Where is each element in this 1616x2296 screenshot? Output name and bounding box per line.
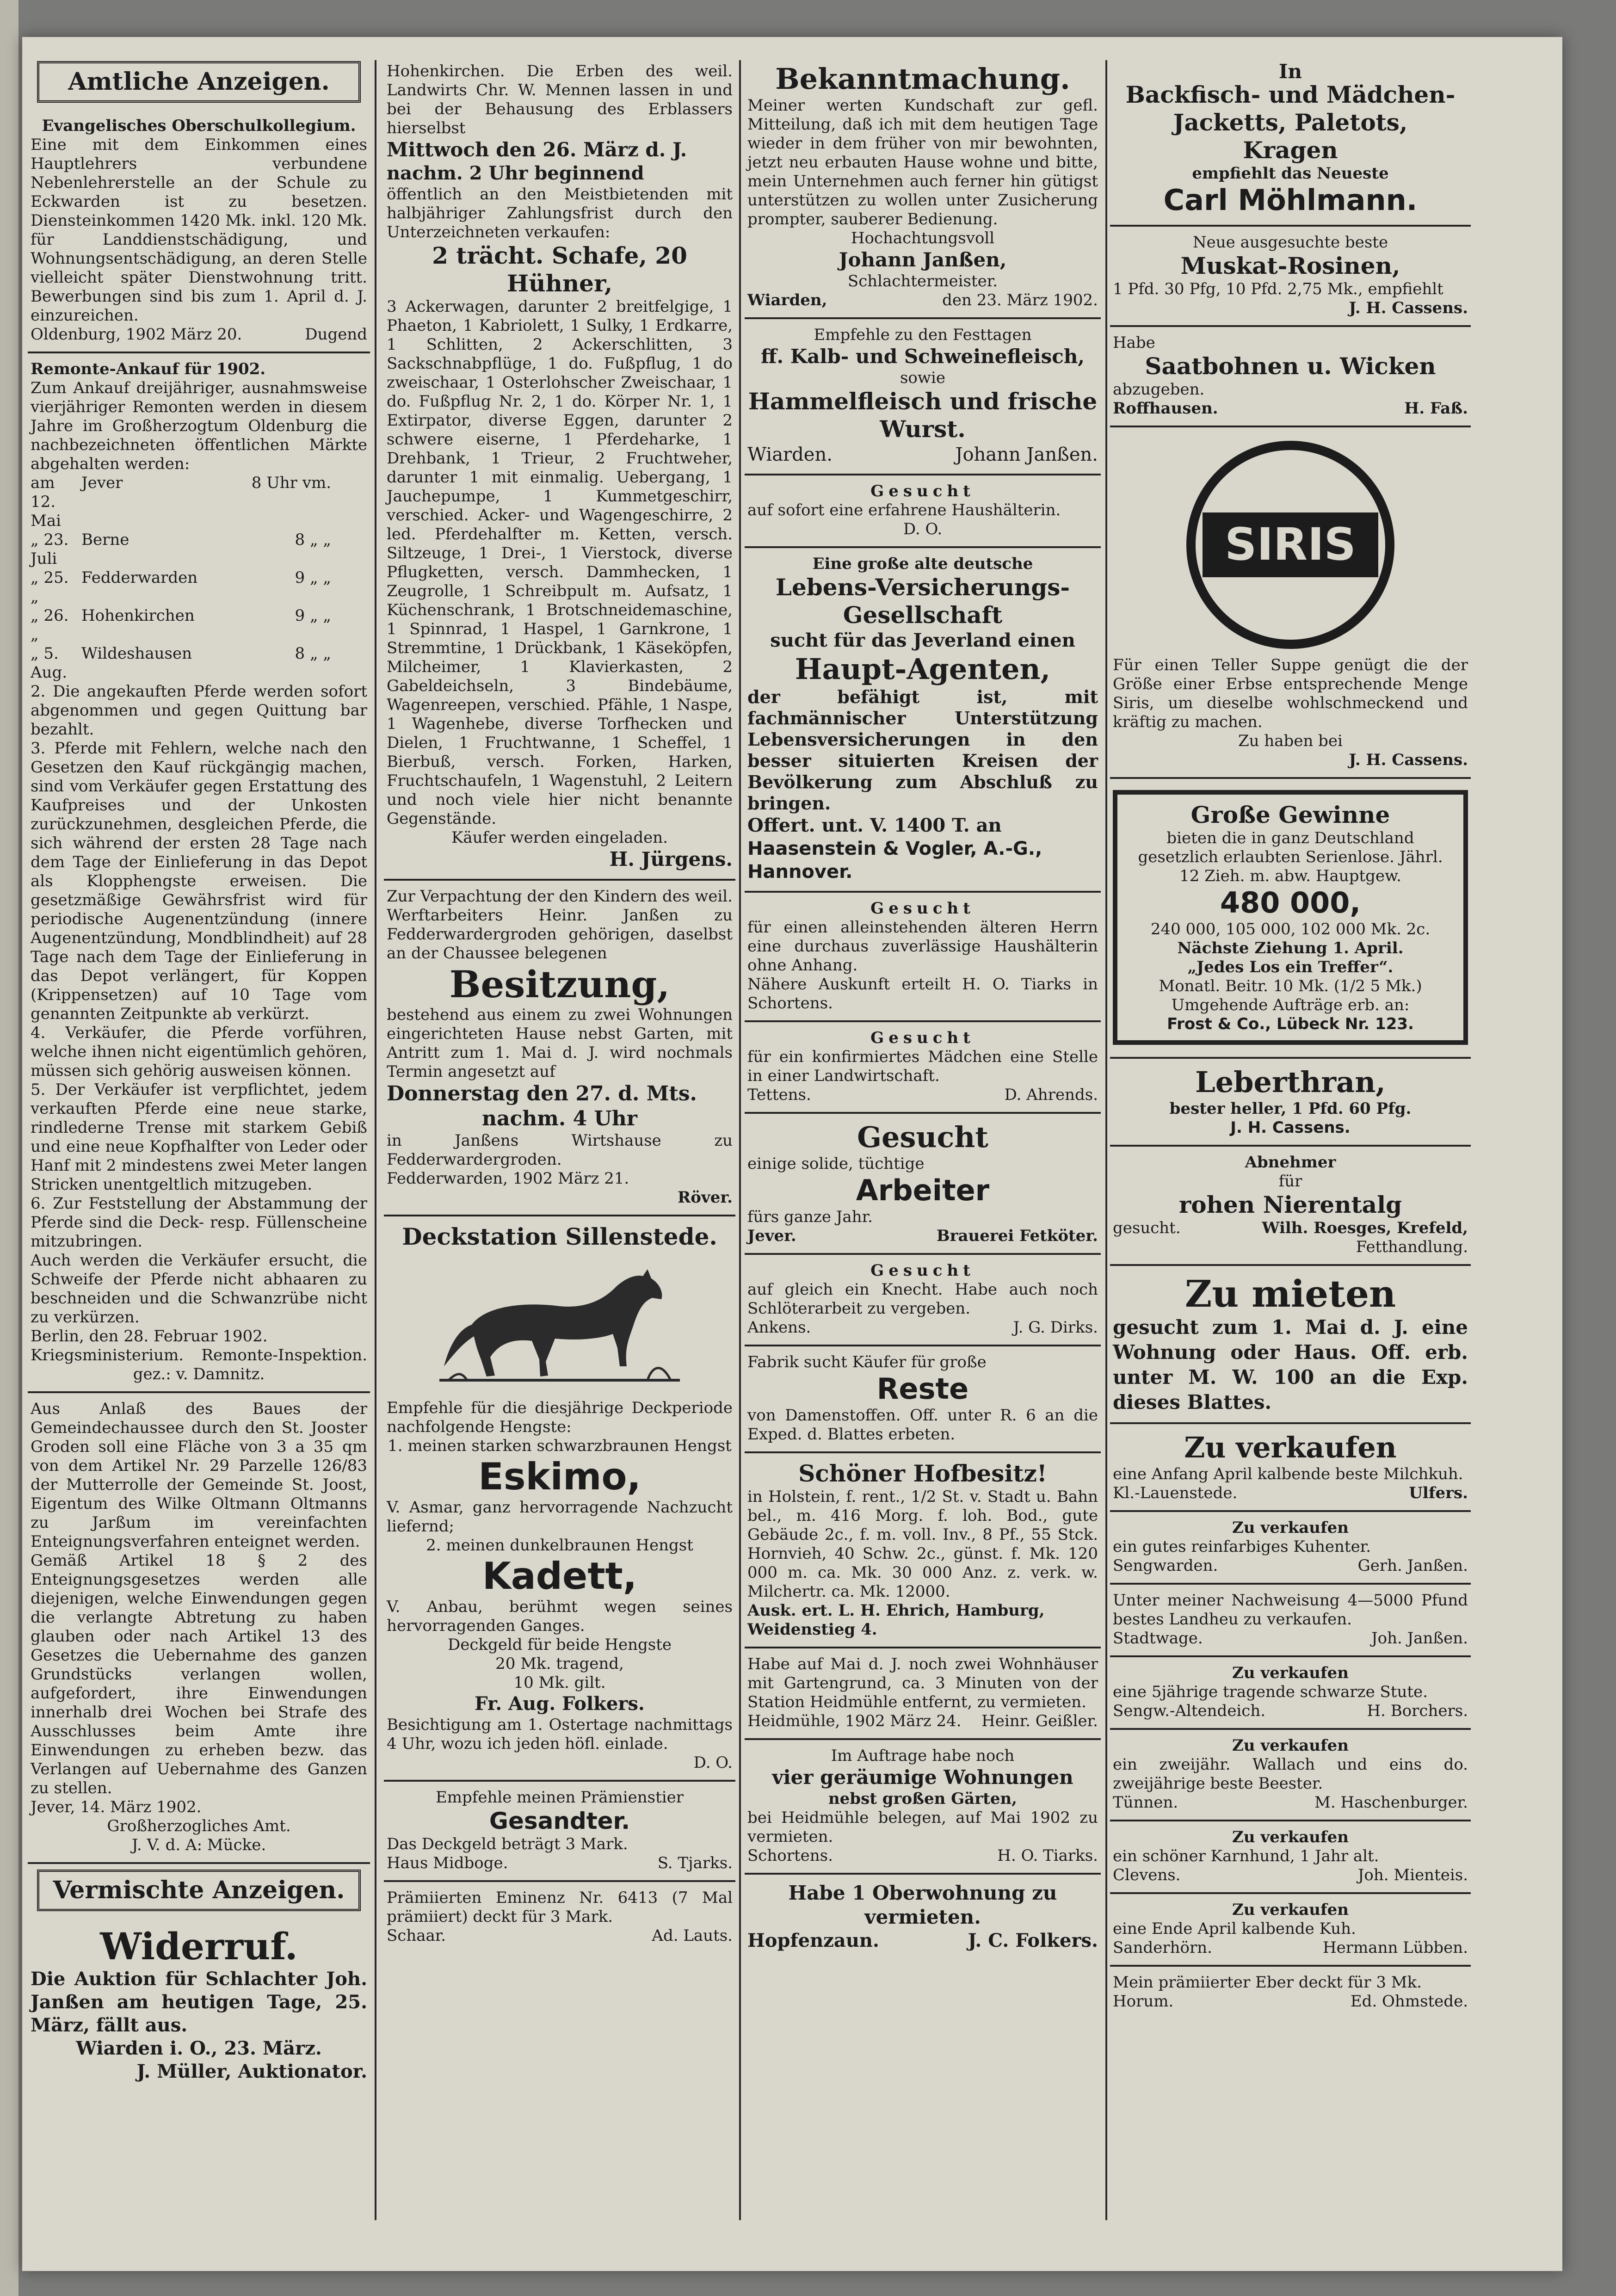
ad-title: Gesucht [870, 899, 975, 918]
ad-widerruf [28, 1919, 370, 2091]
ad-saatbohnen [1110, 327, 1471, 427]
section-header-official: Amtliche Anzeigen. [37, 61, 361, 103]
ad-sig-left: Oldenburg, 1902 März 20. [31, 325, 242, 344]
ad-sig-right: Joh. Janßen. [1371, 1629, 1468, 1648]
table-row [31, 568, 367, 606]
ad-gesucht-maedchen [745, 1022, 1101, 1114]
ad-list: 3 Ackerwagen, darunter 2 breitfelgige, 1 Phaeton, 1 Kabriolett, 1 Sulky, 1 Erdkarre, 1 Schlitten, 2 Ackerschlitten, 3 Sackschnabpflüge, 1 do. Fußpflug, 1 do zweischaar, 1 Osterlohscher Zweischaar, 1 do. Fußpflug Nr. 2, 1 do. Körper Nr. 1, 1 Extirpator, diverse Eggen, darunter 2 schwere eiserne, 1 Pferdeharke, 1 Drehbank, 1 Trieur, 2 Fruchtweher, darunter 1 mit einmalig. Uebergang, 1 Jauchepumpe, 1 Kummetgeschirr, verschied. Acker- und Wagengeschirre, 2 led. Pferdehalfter m. Ketten, versch. Siltzeuge, 1 Drei-, 1 Vierstock, diverse Pflugketten, versch. Dammhecken, 1 Zeugrolle, 1 Schreibpult m. Aufsatz, 1 Küchenschrank, 1 Brotschneidemaschine, 1 Spinnrad, 1 Haspel, 1 Garnkrone, 1 Stremmtine, 1 Drückbank, 1 Käseköpfen, Milcheimer, 1 Klavierkasten, 2 Gabeldeichseln, 3 Bindebäume, Wagenreepen, verschied. Pfähle, 1 Naspe, 1 Wagenhebe, diverse Torfhecken und Dielen, 1 Fruchtwanne, 1 Scheffel, 1 Bierbuß, versch. Forken, Harken, Fruchtschaufeln, 1 Wagenstuhl, 2 Leitern und noch viele hier nicht benannte Gegenstände. [387, 297, 733, 828]
ad-title: Zu verkaufen [1184, 1431, 1397, 1464]
ad-verkauf-milchkuh [1110, 1424, 1471, 1512]
ad-sig: Fedderwarden, 1902 März 21. [387, 1169, 629, 1188]
ad-line: Eine große alte deutsche [812, 555, 1033, 573]
ad-verkauf-karnhund [1110, 1821, 1471, 1894]
ad-headline: Jacketts, Paletots, [1173, 109, 1408, 136]
ad-body: Habe auf Mai d. J. noch zwei Wohnhäuser mit Gartengrund, ca. 3 Minuten von der Station Heidmühle entfernt, zu vermieten. [747, 1655, 1098, 1711]
ad-sig-right: H. Faß. [1404, 399, 1468, 418]
ad-title: Zu verkaufen [1232, 1736, 1349, 1755]
ad-landheu [1110, 1585, 1471, 1657]
cell: Hohenkirchen [81, 606, 195, 625]
ad-title: Zu verkaufen [1232, 1518, 1349, 1537]
ad-sig-left: gesucht. [1113, 1219, 1181, 1237]
ad-line: Empfehle meinen Prämienstier [435, 1788, 684, 1807]
ad-body: Hohenkirchen. Die Erben des weil. Landwirts Chr. W. Mennen lassen in und bei der Behausung des Erblassers hierselbst [387, 62, 733, 137]
ad-sig: J. H. Cassens. [1230, 1118, 1351, 1137]
cell: „ 5. Aug. [31, 644, 68, 682]
horse-name-eskimo: Eskimo, [478, 1455, 641, 1498]
ad-leberthran [1110, 1059, 1471, 1147]
table-row [31, 531, 367, 568]
ad-title: Widerruf. [100, 1925, 298, 1968]
ad-sig-right: Joh. Mienteis. [1357, 1866, 1468, 1884]
ad-sig-left: Kl.-Lauenstede. [1113, 1484, 1238, 1502]
ad-siris [1110, 427, 1471, 779]
ad-line: Ausk. ert. L. H. Ehrich, Hamburg, [747, 1601, 1045, 1620]
ad-body: öffentlich an den Meistbietenden mit halbjähriger Zahlungsfrist durch den Unterzeichneten verkaufen: [387, 185, 733, 241]
ad-body: Unter meiner Nachweisung 4—5000 Pfund bestes Landheu zu verkaufen. [1113, 1591, 1468, 1629]
ad-sig: H. Jürgens. [609, 848, 733, 870]
market-table [31, 474, 367, 682]
ad-body: Empfehle für die diesjährige Deckperiode nachfolgende Hengste: [387, 1399, 733, 1436]
ad-line: Zu haben bei [1238, 732, 1343, 750]
horse-name-kadett: Kadett, [482, 1555, 637, 1598]
ad-date: Donnerstag den 27. d. Mts. [387, 1082, 697, 1105]
cell: 8 „ „ [295, 531, 331, 549]
siris-logo-text: SIRIS [1225, 518, 1356, 570]
ad-line: 10 Mk. gilt. [513, 1673, 606, 1692]
ad-sig-left: Schaar. [387, 1926, 446, 1945]
ad-sig-left: Wiarden. [747, 444, 833, 465]
ad-title: Bekanntmachung. [775, 62, 1070, 96]
ad-paragraph: Auch werden die Verkäufer ersucht, die Schweife der Pferde nicht abhaaren zu beschneiden und die Schwanzrübe nicht zu verkürzen. [31, 1251, 367, 1327]
ad-line: Wiarden i. O., 23. März. [76, 2037, 322, 2059]
ad-line: Habe [1113, 333, 1155, 352]
ad-body: auf gleich ein Knecht. Habe auch noch Schlöterarbeit zu vergeben. [747, 1280, 1098, 1318]
ad-line: einige solide, tüchtige [747, 1154, 925, 1173]
ad-sig: Berlin, den 28. Februar 1902. [31, 1327, 268, 1346]
ad-line: Umgehende Aufträge erb. an: [1171, 996, 1410, 1014]
ad-eber [1110, 1967, 1471, 2018]
ad-sig-left: Kriegsministerium. [31, 1346, 184, 1364]
ad-body: bei Heidmühle belegen, auf Mai 1902 zu vermieten. [747, 1808, 1098, 1846]
cell: Wildeshausen [81, 644, 192, 663]
cell: 9 „ „ [295, 606, 331, 625]
ad-oberschulkollegium [28, 110, 370, 353]
ad-sig-right: Ed. Ohmstede. [1350, 1992, 1468, 2011]
ad-time: nachm. 4 Uhr [482, 1107, 637, 1130]
ad-headline: Haupt-Agenten, [795, 652, 1051, 686]
ad-sig: Jever, 14. März 1902. [31, 1798, 202, 1816]
column-3 [745, 56, 1101, 2220]
ad-bekanntmachung [745, 56, 1101, 319]
ad-sig: J. V. d. A: Mücke. [131, 1836, 266, 1854]
ad-body: Zur Verpachtung der den Kindern des weil. Werftarbeiters Heinr. Janßen zu Fedderwardergroden gehörigen, daselbst an der Chaussee belegenen [387, 887, 733, 963]
ad-headline: ff. Kalb- und Schweinefleisch, [761, 345, 1085, 368]
ad-date: Mittwoch den 26. März d. J. [387, 138, 687, 161]
ad-sig-right: M. Haschenburger. [1314, 1793, 1468, 1812]
ad-time: nachm. 2 Uhr beginnend [387, 162, 644, 184]
ad-eminenz [384, 1882, 735, 1953]
ad-paragraph: 2. Die angekauften Pferde werden sofort abgenommen und gegen Quittung bar bezahlt. [31, 682, 367, 739]
ad-sig-right: den 23. März 1902. [942, 291, 1098, 309]
ad-body: ein gutes reinfarbiges Kuhenter. [1113, 1537, 1371, 1556]
ad-sig-left: Heidmühle, 1902 März 24. [747, 1712, 962, 1730]
ad-headline: Arbeiter [856, 1173, 990, 1207]
ad-sig: Fetthandlung. [1356, 1238, 1468, 1256]
ad-body: Mein prämiierter Eber deckt für 3 Mk. [1113, 1973, 1422, 1992]
ad-body: Das Deckgeld beträgt 3 Mark. [387, 1835, 628, 1853]
ad-line: nebst großen Gärten, [828, 1790, 1018, 1808]
ad-line: 2. meinen dunkelbraunen Hengst [426, 1536, 693, 1555]
ad-arbeiter [745, 1114, 1101, 1255]
ad-sig-left: Sengw.-Altendeich. [1113, 1702, 1266, 1720]
ad-sig-right: H. Borchers. [1367, 1702, 1468, 1720]
ad-gesucht-haushaelterin [745, 475, 1101, 548]
ad-sig-right: Brauerei Fetköter. [936, 1227, 1098, 1245]
ad-rosinen [1110, 227, 1471, 327]
column-4 [1110, 56, 1471, 2220]
cell: Berne [81, 531, 130, 549]
ad-sig-left: Sanderhörn. [1113, 1938, 1212, 1957]
ad-title: Gesucht [870, 482, 975, 500]
ad-line: bester heller, 1 Pfd. 60 Pfg. [1169, 1099, 1412, 1118]
ad-sig-right: Gerh. Janßen. [1357, 1556, 1468, 1575]
ad-sig-right: Heinr. Geißler. [981, 1712, 1098, 1730]
ad-sig-right: H. O. Tiarks. [997, 1846, 1098, 1865]
ad-paragraph: 5. Der Verkäufer ist verpflichtet, jedem verkauften Pferde eine neue starke, rindlederne Trense mit starkem Gebiß und eine neue Kopfhalfter von Leder oder Hanf mit 2 mindestens zwei Meter langen Stricken unentgeltlich mitzugeben. [31, 1080, 367, 1194]
siris-emblem-icon [1184, 438, 1397, 651]
ad-title: Gesucht [870, 1261, 975, 1280]
ad-reste [745, 1346, 1101, 1453]
ad-body: V. Asmar, ganz hervorragende Nachzucht liefernd; [387, 1498, 733, 1536]
cell: 8 „ „ [295, 644, 331, 663]
ad-body: Die Auktion für Schlachter Joh. Janßen am heutigen Tage, 25. März, fällt aus. [31, 1968, 367, 2036]
table-row [31, 606, 367, 644]
ad-line: Monatl. Beitr. 10 Mk. (1/2 5 Mk.) [1159, 977, 1422, 995]
ad-verkauf-kuhenter [1110, 1512, 1471, 1585]
ad-line: 20 Mk. tragend, [495, 1654, 624, 1673]
ad-line: Schlachtermeister. [847, 272, 998, 290]
ad-sig-left: Jever. [747, 1227, 796, 1245]
ad-line: Käufer werden eingeladen. [451, 828, 668, 847]
ad-paragraph: 6. Zur Feststellung der Abstammung der Pferde sind die Deck- resp. Füllenscheine mitzubringen. [31, 1194, 367, 1251]
ad-verkauf-stute [1110, 1657, 1471, 1730]
ad-line: Im Auftrage habe noch [831, 1747, 1015, 1765]
ad-headline: Reste [876, 1372, 969, 1406]
ad-body: bestehend aus einem zu zwei Wohnungen eingerichteten Hause nebst Garten, mit Antritt zum 1. Mai d. J. wird nochmals Termin angesetzt auf [387, 1006, 733, 1081]
ad-body: ein schöner Karnhund, 1 Jahr alt. [1113, 1847, 1379, 1865]
ad-wohnhaeuser [745, 1648, 1101, 1740]
cell: „ 26. „ [31, 606, 69, 644]
ad-sig: D. O. [693, 1753, 733, 1772]
ad-sig: D. O. [903, 520, 943, 538]
ad-body: Nähere Auskunft erteilt H. O. Tiarks in Schortens. [747, 975, 1098, 1012]
ad-title: Deckstation Sillenstede. [402, 1223, 717, 1250]
ad-hofbesitz [745, 1453, 1101, 1648]
ad-moehlmann [1110, 56, 1471, 227]
ad-line: für [1278, 1172, 1302, 1191]
ad-body: V. Anbau, berühmt wegen seines hervorragenden Ganges. [387, 1598, 733, 1635]
ad-sig-right: Remonte-Inspektion. [201, 1346, 367, 1364]
ad-title: Zu verkaufen [1232, 1901, 1349, 1919]
ad-sig-right: D. Ahrends. [1004, 1086, 1098, 1104]
ad-line: Offert. unt. V. 1400 T. an [747, 815, 1002, 836]
ad-paragraph: 4. Verkäufer, die Pferde vorführen, welche ihnen nicht eigentümlich gehören, müssen sich gehörig ausweisen können. [31, 1024, 367, 1080]
ad-line: 240 000, 105 000, 102 000 Mk. 2c. [1150, 920, 1431, 938]
ad-body: gesucht zum 1. Mai d. J. eine Wohnung oder Haus. Off. erb. unter M. W. 100 an die Exp. dieses Blattes. [1113, 1316, 1468, 1413]
column-rule [739, 60, 741, 2220]
ad-title: Remonte-Ankauf für 1902. [31, 360, 266, 378]
ad-body: Meiner werten Kundschaft zur gefl. Mitteilung, daß ich mit dem heutigen Tage wieder in dem früher von mir bewohnten, jetzt neu erbauten Hause wohne und bitte, mein Unternehmen auch ferner hin gütigst unterstützen zu wollen unter Zusicherung prompter, sauberer Bedienung. [747, 96, 1098, 228]
ad-body: auf sofort eine erfahrene Haushälterin. [747, 501, 1061, 519]
ad-sig: Großherzogliches Amt. [107, 1817, 291, 1835]
ad-title: Zu verkaufen [1232, 1828, 1349, 1846]
ad-sig: Röver. [678, 1188, 733, 1207]
ad-body: Eine mit dem Einkommen eines Hauptlehrers verbundene Nebenlehrerstelle an der Schule zu Eckwarden ist zu besetzen. Diensteinkommen 1420 Mk. inkl. 120 Mk. für Landdienstschädigung, und Wohnungsentschädigung, an deren Stelle vielleicht später Dienstwohnung tritt. Bewerbungen sind bis zum 1. April d. J. einzureichen. [31, 136, 367, 325]
ad-line: sucht für das Jeverland einen [770, 630, 1075, 651]
ad-line: Nächste Ziehung 1. April. [1177, 939, 1404, 957]
ad-headline: Backfisch- und Mädchen- [1125, 81, 1456, 108]
ad-sig-left: Roffhausen. [1113, 399, 1218, 418]
ad-knecht [745, 1255, 1101, 1346]
ad-sig: J. Müller, Auktionator. [136, 2061, 367, 2082]
ad-title: Zu verkaufen [1232, 1664, 1349, 1682]
column-1 [28, 56, 370, 2220]
ad-sig-left: Ankens. [747, 1318, 811, 1337]
ad-sig-right: S. Tjarks. [657, 1854, 733, 1872]
ad-lotterie [1110, 779, 1471, 1059]
ad-sig-left: Hopfenzaun. [747, 1930, 879, 1951]
ad-sig-right: Dugend [305, 325, 367, 344]
ad-body: ein zweijähr. Wallach und eins do. zweijährige beste Beester. [1113, 1755, 1468, 1793]
ad-sig-left: Horum. [1113, 1992, 1174, 2011]
ad-body: Besichtigung am 1. Ostertage nachmittags 4 Uhr, wozu ich jeden höfl. einlade. [387, 1716, 733, 1753]
ad-sig-left: Tettens. [747, 1086, 811, 1104]
ad-line: empfiehlt das Neueste [1192, 164, 1389, 183]
ad-headline: Saatbohnen u. Wicken [1145, 352, 1436, 380]
ad-zu-mieten [1110, 1266, 1471, 1424]
ad-remonte [28, 353, 370, 1393]
ad-enteignung [28, 1393, 370, 1864]
ad-fleisch [745, 319, 1101, 475]
ad-sig-right: Ad. Lauts. [652, 1926, 733, 1945]
ad-headline: Gesandter. [489, 1808, 630, 1834]
ad-gesandter [384, 1782, 735, 1882]
ad-headline: 480 000, [1220, 886, 1361, 920]
ad-headline: Carl Möhlmann. [1163, 183, 1418, 217]
ad-verkauf-kuh [1110, 1894, 1471, 1967]
ad-line: Neue ausgesuchte beste [1192, 233, 1388, 252]
ad-title: Große Gewinne [1190, 801, 1390, 828]
ad-wohnungen [745, 1740, 1101, 1875]
ad-line: Haasenstein & Vogler, A.-G., [747, 838, 1042, 859]
cell: „ 25. „ [31, 568, 69, 606]
ad-headline: vier geräumige Wohnungen [772, 1766, 1073, 1789]
ad-body: Zum Ankauf dreijähriger, ausnahmsweise vierjähriger Remonten werden in diesem Jahre im Großherzogtum Oldenburg die nachbezeichneten öffentlichen Märkte abgehalten werden: [31, 379, 367, 473]
ad-title: Gesucht [870, 1029, 975, 1047]
ad-line: In [1278, 60, 1302, 83]
ad-body: 1 Pfd. 30 Pfg, 10 Pfd. 2,75 Mk., empfiehlt [1113, 280, 1443, 298]
ad-sig-left: Clevens. [1113, 1866, 1181, 1884]
ad-body: Für einen Teller Suppe genügt die der Größe einer Erbse entsprechende Menge Siris, um dieselbe wohlschmeckend und kräftig zu machen. [1113, 656, 1468, 731]
ad-line: Deckgeld für beide Hengste [447, 1636, 672, 1654]
ad-headline: Kragen [1243, 136, 1338, 164]
ad-line: Hochachtungsvoll [851, 229, 995, 247]
ad-body: Aus Anlaß des Baues der Gemeindechaussee durch den St. Jooster Groden soll eine Fläche von 3 a 35 qm von dem Artikel Nr. 29 Parzelle 126/83 der Mutterrolle der Gemeinde St. Joost, Eigentum des Wilke Oltmann Oltmanns zu Jarßum im vereinfachten Enteignungsverfahren enteignet werden. [31, 1400, 367, 1551]
ad-body: von Damenstoffen. Off. unter R. 6 an die Exped. d. Blattes erbeten. [747, 1406, 1098, 1444]
ad-sig-right: Wilh. Roesges, Krefeld, [1262, 1219, 1468, 1237]
cell: Fedderwarden [81, 568, 198, 587]
ad-line: „Jedes Los ein Treffer“. [1187, 958, 1394, 976]
ad-sig-left: Schortens. [747, 1846, 833, 1865]
ad-title: Gesucht [857, 1120, 988, 1154]
ad-headline: 2 trächt. Schafe, 20 Hühner, [432, 242, 687, 297]
ad-sig-left: Stadtwage. [1113, 1629, 1203, 1648]
ad-sig-right: Johann Janßen. [955, 444, 1098, 465]
ad-sig-left: Haus Midboge. [387, 1854, 508, 1872]
ad-body: eine Ende April kalbende Kuh. [1113, 1920, 1356, 1938]
ad-besitzung [384, 881, 735, 1216]
ad-gesucht-herr [745, 893, 1101, 1022]
ad-body: eine Anfang April kalbende beste Milchkuh. [1113, 1465, 1463, 1483]
siris-logo [1113, 434, 1468, 656]
ad-sig-right: J. G. Dirks. [1013, 1318, 1098, 1337]
cell: 8 Uhr vm. [251, 474, 331, 492]
lottery-frame [1113, 790, 1468, 1045]
ad-line: Abnehmer [1245, 1153, 1336, 1172]
ad-versicherung [745, 548, 1101, 893]
column-rule [1105, 60, 1107, 2220]
column-2 [384, 56, 735, 2220]
ad-headline: Leberthran, [1195, 1065, 1386, 1099]
ad-body: für ein konfirmiertes Mädchen eine Stelle in einer Landwirtschaft. [747, 1048, 1098, 1085]
ad-sig-left: Sengwarden. [1113, 1556, 1218, 1575]
horse-illustration [387, 1251, 733, 1399]
ad-sig: J. H. Cassens. [1349, 299, 1468, 317]
ad-line: sowie [900, 369, 945, 387]
page-edge [0, 0, 19, 2296]
ad-sig-left: Tünnen. [1113, 1793, 1178, 1812]
cell: 9 „ „ [295, 568, 331, 587]
cell: am 12. Mai [31, 474, 61, 530]
ad-body: bieten die in ganz Deutschland gesetzlich erlaubten Serienlose. Jährl. 12 Zieh. m. abw. Hauptgew. [1138, 829, 1443, 885]
ad-body: fürs ganze Jahr. [747, 1208, 873, 1226]
ad-title: Schöner Hofbesitz! [798, 1460, 1047, 1487]
ad-body: Prämiierten Eminenz Nr. 6413 (7 Mal prämiiert) deckt für 3 Mark. [387, 1889, 733, 1926]
ad-line: Frost & Co., Lübeck Nr. 123. [1167, 1015, 1414, 1033]
ad-body: der befähigt ist, mit fachmännischer Unterstützung Lebensversicherungen in den besser situierten Kreisen der Bevölkerung zum Abschluß zu bringen. [747, 686, 1098, 814]
table-row [31, 474, 367, 531]
ad-deckstation [384, 1216, 735, 1782]
ad-body: eine 5jährige tragende schwarze Stute. [1113, 1683, 1428, 1701]
ad-line: Weidenstieg 4. [747, 1620, 877, 1639]
ad-body: für einen alleinstehenden älteren Herrn eine durchaus zuverlässige Haushälterin ohne Anhang. [747, 918, 1098, 975]
horse-icon [430, 1255, 689, 1394]
ad-sig: J. H. Cassens. [1349, 751, 1468, 769]
ad-verkauf-wallach [1110, 1730, 1471, 1821]
ad-title: Besitzung, [449, 963, 670, 1006]
ad-headline: Hammelfleisch und frische Wurst. [748, 388, 1098, 443]
ad-sig-right: Ulfers. [1409, 1484, 1468, 1502]
ad-body: in Janßens Wirtshause zu Fedderwardergroden. [387, 1131, 733, 1169]
ad-line: 1. meinen starken schwarzbraunen Hengst [388, 1437, 732, 1455]
ad-sig: Fr. Aug. Folkers. [475, 1693, 645, 1715]
cell: „ 23. Juli [31, 531, 69, 568]
ad-line: abzugeben. [1113, 380, 1205, 399]
ad-nierentalg [1110, 1147, 1471, 1266]
ad-name: Johann Janßen, [839, 248, 1007, 271]
cell: Jever [81, 474, 123, 492]
ad-title: Evangelisches Oberschulkollegium. [42, 117, 356, 135]
ad-headline: rohen Nierentalg [1178, 1191, 1402, 1218]
section-header-misc: Vermischte Anzeigen. [37, 1870, 361, 1911]
ad-hohenkirchen-auction [384, 56, 735, 881]
column-rule [375, 60, 376, 2220]
ad-headline: Habe 1 Oberwohnung zu vermieten. [788, 1882, 1057, 1928]
ad-line: Empfehle zu den Festtagen [814, 326, 1032, 344]
table-row [31, 644, 367, 682]
ad-sig-right: J. C. Folkers. [968, 1930, 1098, 1951]
ad-sig-left: Wiarden, [747, 291, 827, 309]
ad-sig-right: Hermann Lübben. [1323, 1938, 1468, 1957]
ad-oberwohnung [745, 1875, 1101, 1960]
ad-paragraph: 3. Pferde mit Fehlern, welche nach den Gesetzen den Kauf rückgängig machen, sind vom Verkäufer gegen Erstattung des Kaufpreises und der Unkosten zurückzunehmen, desgleichen Pferde, die sich während der ersten 28 Tage nach dem Tage der Einlieferung in das Depot als Klopphengste erweisen. Die gesetzmäßige Gewährsfrist wird für periodische Augenentzündung (innere Augenentzündung, Mondblindheit) auf 28 Tage nach dem Tage der Einlieferung in das Depot verlängert, für Koppen (Krippensetzen) auf 10 Tage vom genannten Zeitpunkte ab verkürzt. [31, 739, 367, 1023]
ad-headline: Lebens-Versicherungs-Gesellschaft [775, 574, 1070, 629]
ad-headline: Muskat-Rosinen, [1180, 252, 1400, 279]
ad-title: Zu mieten [1184, 1272, 1396, 1315]
ad-body: Gemäß Artikel 18 § 2 des Enteignungsgesetzes werden alle diejenigen, welche Einwendungen gegen die verlangte Abtretung zu haben glauben oder nach Artikel 13 des Gesetzes die Uebernahme des ganzen Grundstücks verlangen wollen, aufgefordert, ihre Einwendungen innerhalb drei Wochen bei Strafe des Ausschlusses beim Amte ihre Einwendungen zu erheben bezw. das Verlangen auf Uebernahme des Ganzen zu stellen. [31, 1551, 367, 1797]
ad-sig: gez.: v. Damnitz. [133, 1365, 265, 1383]
ad-body: in Holstein, f. rent., 1/2 St. v. Stadt u. Bahn bel., m. 416 Morg. f. loh. Bod., gute Gebäude 2c., f. m. voll. Inv., 8 Pf., 55 Stck. Hornvieh, 40 Schw. 2c., günst. f. Mk. 120 000 m. ca. Mk. 30 000 Anz. z. verk. w. Milchertr. ca. Mk. 12000. [747, 1487, 1098, 1601]
ad-line: Fabrik sucht Käufer für große [747, 1353, 987, 1371]
ad-line: Hannover. [747, 861, 853, 883]
